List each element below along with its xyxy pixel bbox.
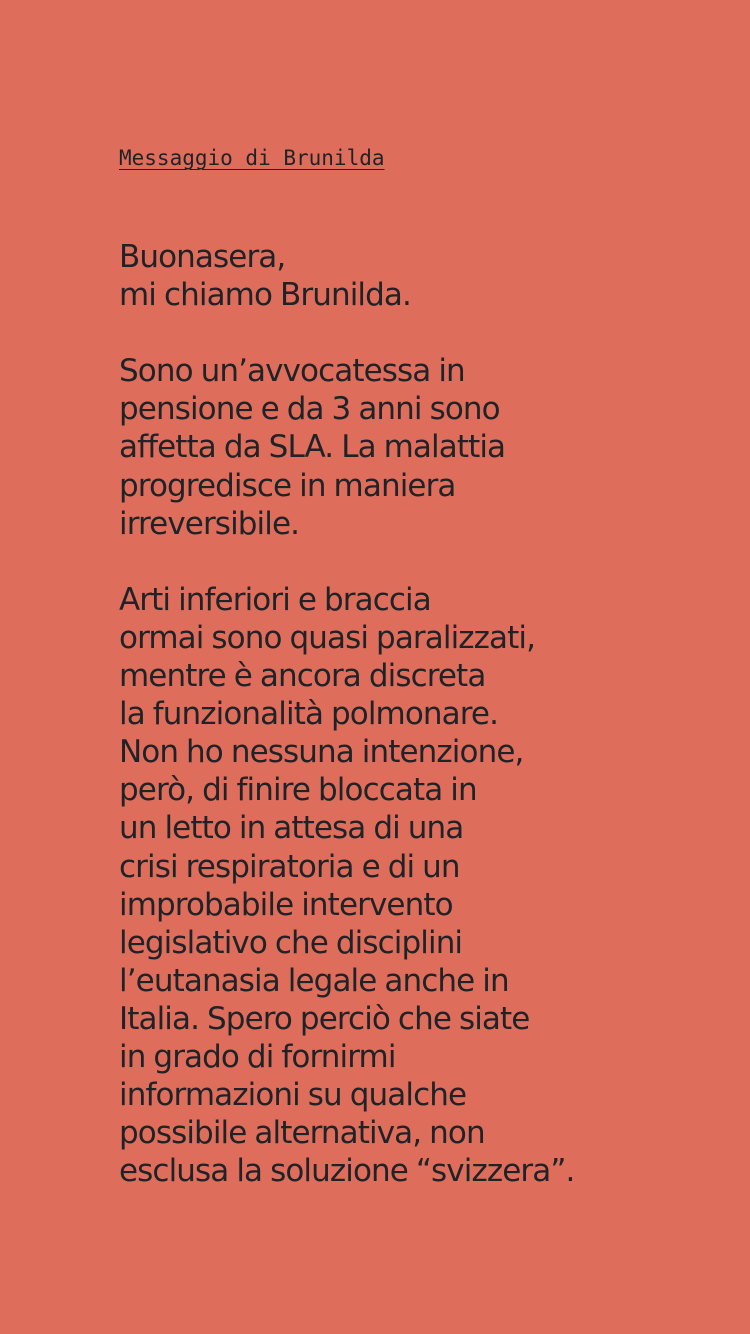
message-line: possibile alternativa, non — [119, 1115, 485, 1152]
message-line: progredisce in maniera — [119, 467, 456, 504]
message-paragraph-greeting — [119, 238, 719, 314]
message-line: in grado di fornirmi — [119, 1038, 396, 1075]
message-body — [119, 238, 719, 1190]
message-line: irreversibile. — [119, 505, 300, 542]
message-paragraph-request — [119, 581, 719, 1191]
message-line: mentre è ancora discreta — [119, 658, 486, 695]
message-line: l’eutanasia legale anche in — [119, 962, 509, 999]
message-paragraph-diagnosis — [119, 352, 719, 542]
message-line: ormai sono quasi paralizzati, — [119, 619, 536, 656]
message-line: esclusa la soluzione “svizzera”. — [119, 1153, 575, 1190]
message-line: crisi respiratoria e di un — [119, 848, 460, 885]
message-line: legislativo che disciplini — [119, 924, 463, 961]
message-line: la funzionalità polmonare. — [119, 696, 499, 733]
message-line: un letto in attesa di una — [119, 810, 464, 847]
message-line: mi chiamo Brunilda. — [119, 277, 411, 314]
message-line: Non ho nessuna intenzione, — [119, 734, 524, 771]
message-line: affetta da SLA. La malattia — [119, 429, 506, 466]
message-line: Arti inferiori e braccia — [119, 581, 431, 618]
message-line: però, di finire bloccata in — [119, 772, 477, 809]
message-line: Italia. Spero perciò che siate — [119, 1000, 530, 1037]
message-line: Sono un’avvocatessa in — [119, 353, 465, 390]
message-line: pensione e da 3 anni sono — [119, 391, 500, 428]
message-line: improbabile intervento — [119, 886, 453, 923]
message-line: informazioni su qualche — [119, 1077, 467, 1114]
sender-message-link[interactable]: Messaggio di Brunilda — [119, 146, 385, 170]
message-line: Buonasera, — [119, 239, 286, 275]
